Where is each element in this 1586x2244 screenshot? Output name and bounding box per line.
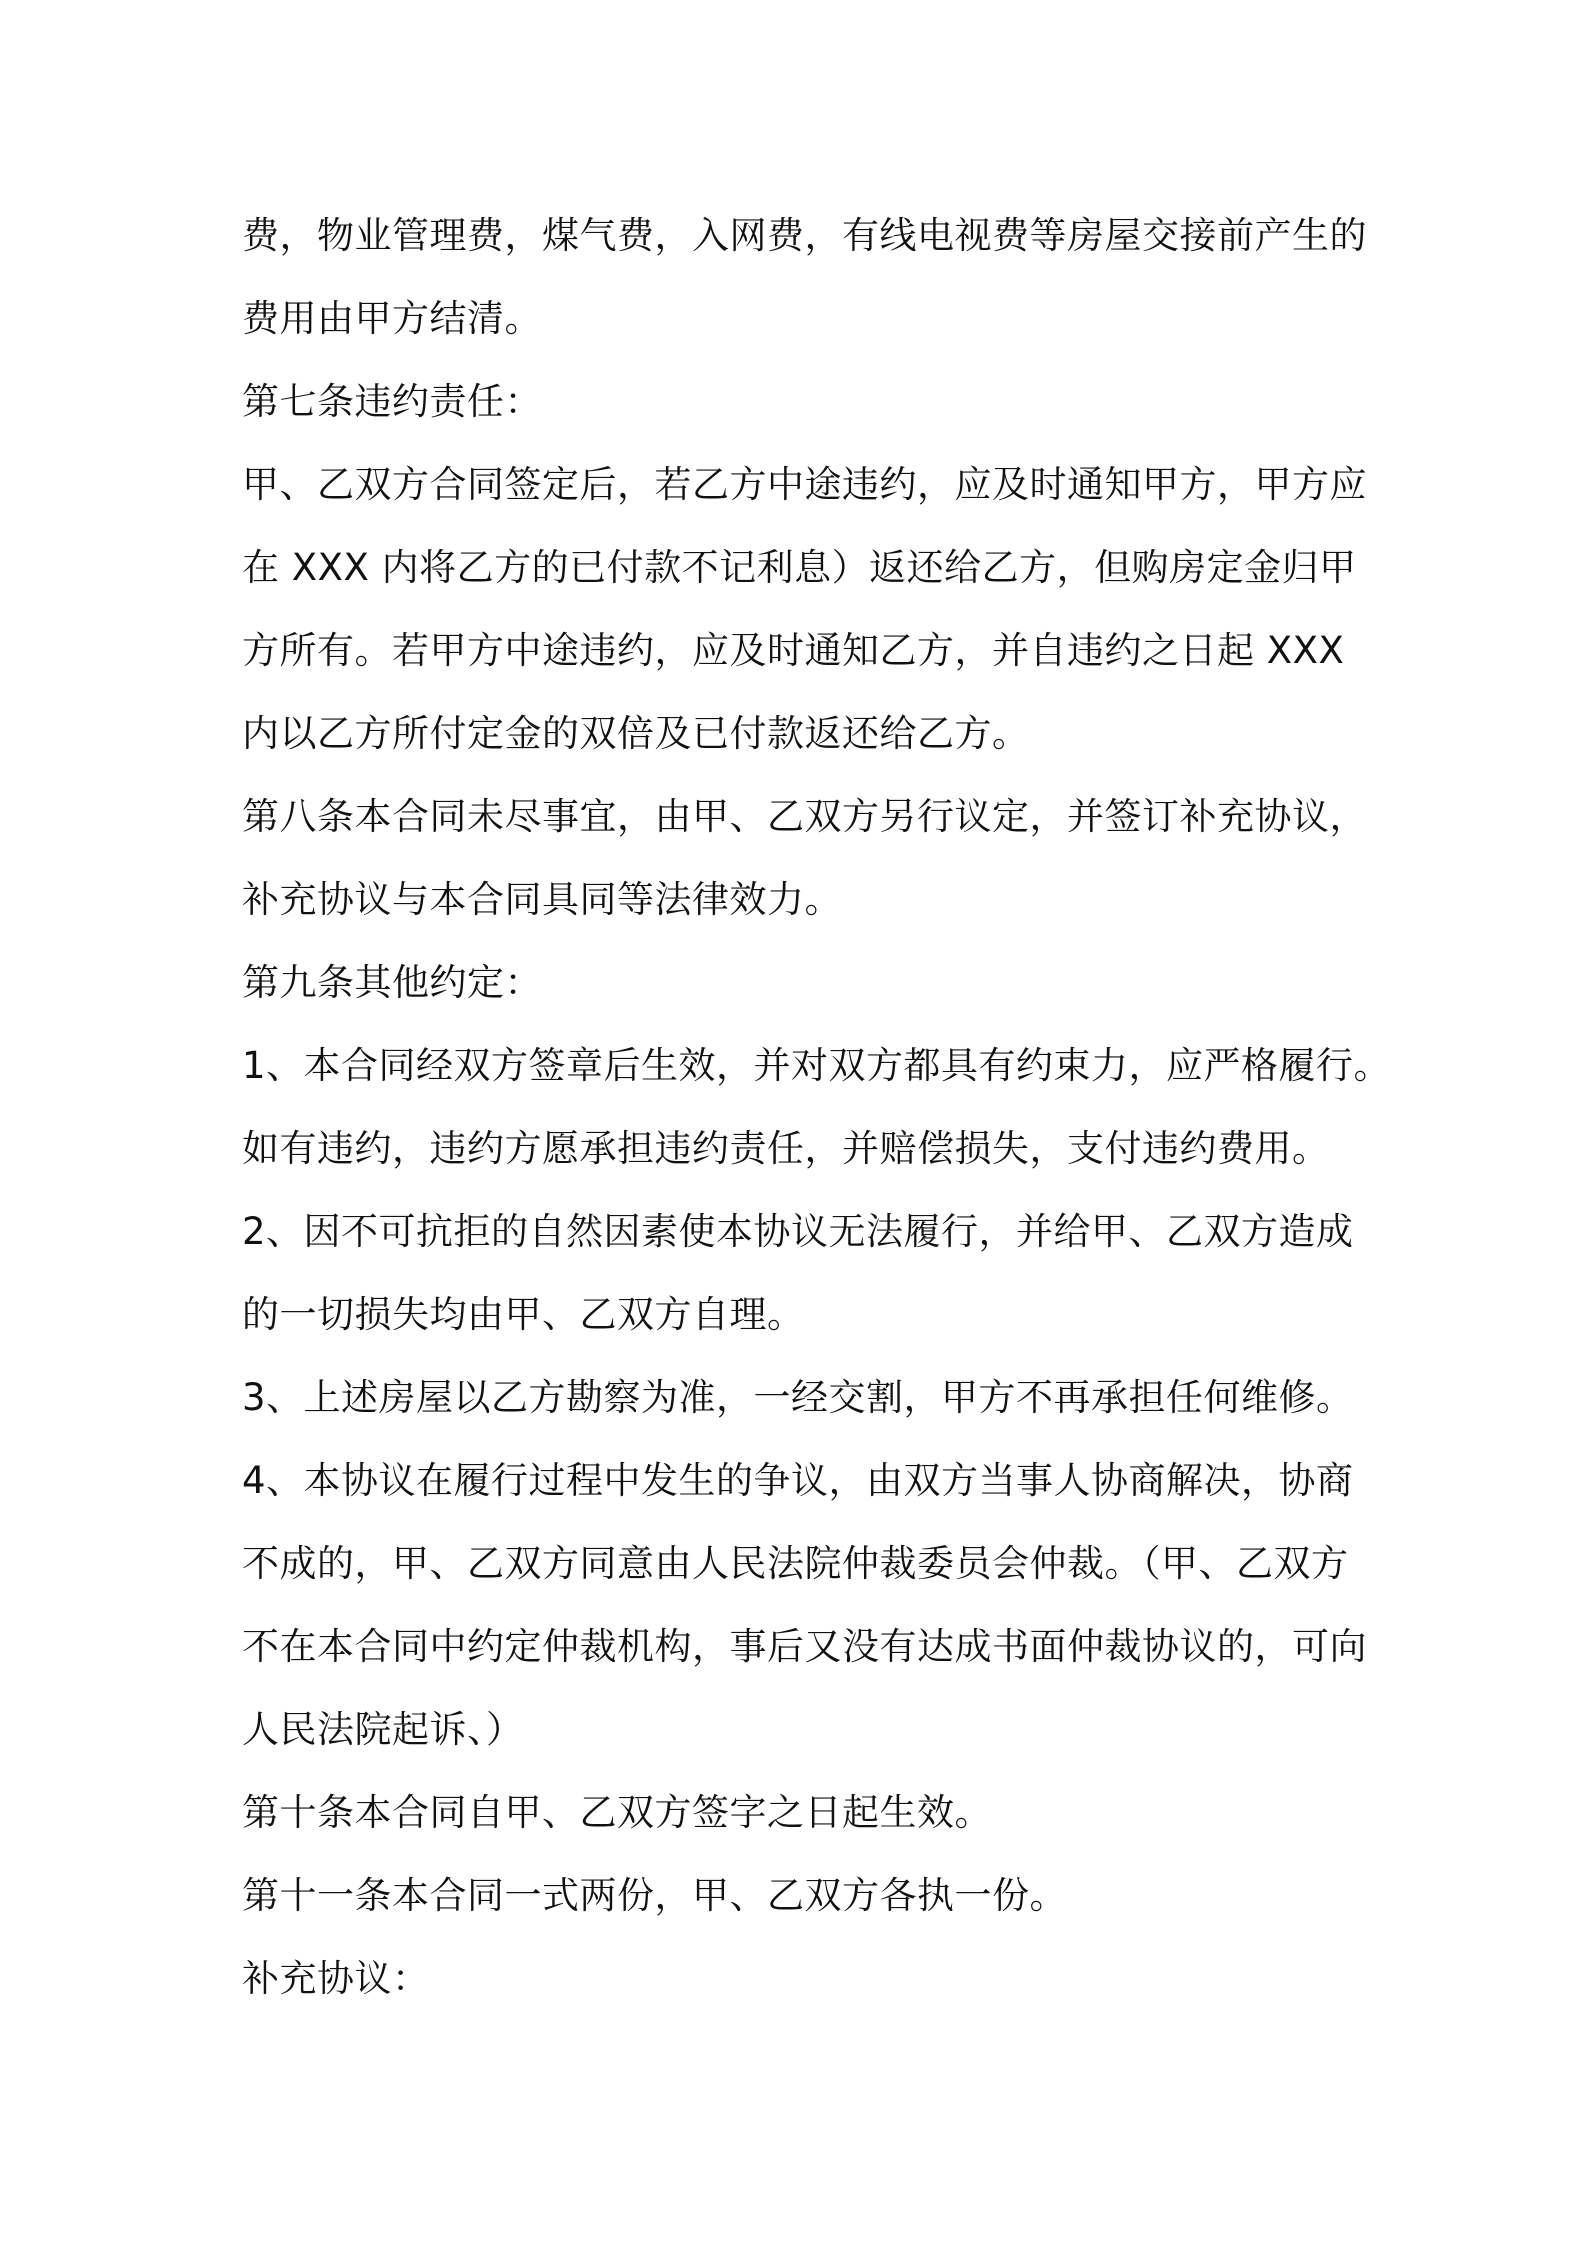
text-line: 方所有。若甲方中途违约，应及时通知乙方，并自违约之日起 XXX bbox=[242, 629, 1345, 672]
text-line: 在 XXX 内将乙方的已付款不记利息）返还给乙方，但购房定金归甲 bbox=[242, 546, 1357, 589]
article-10-line: 第十条本合同自甲、乙双方签字之日起生效。 bbox=[242, 1791, 992, 1834]
text-line: 费用由甲方结清。 bbox=[242, 297, 542, 340]
text-line: 甲、乙双方合同签定后，若乙方中途违约，应及时通知甲方，甲方应 bbox=[242, 463, 1367, 506]
clause-2-line: 2、因不可抗拒的自然因素使本协议无法履行，并给甲、乙双方造成 bbox=[242, 1210, 1354, 1253]
document-body bbox=[242, 194, 1392, 2020]
article-9-heading: 第九条其他约定： bbox=[242, 961, 542, 1004]
text-line: 补充协议与本合同具同等法律效力。 bbox=[242, 878, 842, 921]
text-line: 不成的，甲、乙双方同意由人民法院仲裁委员会仲裁。（甲、乙双方 bbox=[242, 1542, 1349, 1585]
text-line: 人民法院起诉、） bbox=[242, 1708, 524, 1751]
article-11-line: 第十一条本合同一式两份，甲、乙双方各执一份。 bbox=[242, 1874, 1067, 1917]
clause-4-line: 4、本协议在履行过程中发生的争议，由双方当事人协商解决，协商 bbox=[242, 1459, 1354, 1502]
text-line: 内以乙方所付定金的双倍及已付款返还给乙方。 bbox=[242, 712, 1030, 755]
text-line: 费，物业管理费，煤气费，入网费，有线电视费等房屋交接前产生的 bbox=[242, 214, 1367, 257]
clause-3-line: 3、上述房屋以乙方勘察为准，一经交割，甲方不再承担任何维修。 bbox=[242, 1376, 1354, 1419]
text-line: 如有违约，违约方愿承担违约责任，并赔偿损失，支付违约费用。 bbox=[242, 1127, 1330, 1170]
supplementary-agreement-heading: 补充协议： bbox=[242, 1957, 430, 2000]
article-8-line: 第八条本合同未尽事宜，由甲、乙双方另行议定，并签订补充协议， bbox=[242, 795, 1367, 838]
article-7-heading: 第七条违约责任： bbox=[242, 380, 542, 423]
text-line: 的一切损失均由甲、乙双方自理。 bbox=[242, 1293, 805, 1336]
clause-1-line: 1、本合同经双方签章后生效，并对双方都具有约束力，应严格履行。 bbox=[242, 1044, 1392, 1087]
text-line: 不在本合同中约定仲裁机构，事后又没有达成书面仲裁协议的，可向 bbox=[242, 1625, 1367, 1668]
